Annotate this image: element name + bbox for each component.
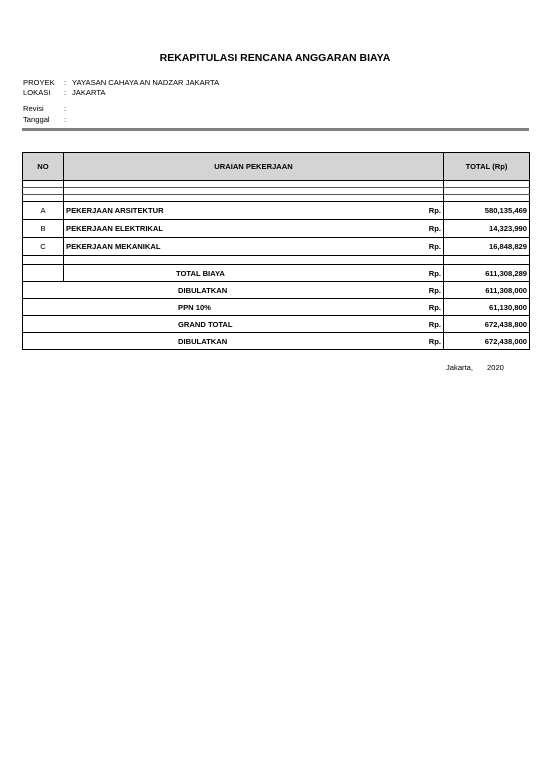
item-total: 580,135,469 <box>444 202 530 220</box>
header-uraian: URAIAN PEKERJAAN <box>64 153 444 181</box>
revisi-row <box>23 104 72 113</box>
item-no: C <box>23 238 64 256</box>
summary-rp: Rp. <box>404 316 444 333</box>
proyek-label: PROYEK <box>23 78 55 87</box>
proyek-value: YAYASAN CAHAYA AN NADZAR JAKARTA <box>72 78 220 87</box>
proyek-colon: : <box>64 78 67 87</box>
tanggal-label: Tanggal <box>23 115 50 124</box>
summary-label: TOTAL BIAYA <box>64 265 404 282</box>
summary-value: 611,308,289 <box>444 265 530 282</box>
lokasi-value: JAKARTA <box>72 88 106 97</box>
header-divider <box>22 128 529 131</box>
summary-value: 672,438,000 <box>444 333 530 350</box>
summary-rp: Rp. <box>404 265 444 282</box>
item-no: B <box>23 220 64 238</box>
spacer-row <box>23 195 530 202</box>
tanggal-row <box>23 115 72 124</box>
item-rp: Rp. <box>404 220 444 238</box>
summary-rp: Rp. <box>404 282 444 299</box>
proyek-row <box>23 78 219 87</box>
item-uraian: PEKERJAAN MEKANIKAL <box>64 238 404 256</box>
summary-row <box>23 282 530 299</box>
summary-value: 672,438,800 <box>444 316 530 333</box>
lokasi-label: LOKASI <box>23 88 51 97</box>
summary-label: PPN 10% <box>23 299 404 316</box>
table-row <box>23 202 530 220</box>
summary-row <box>23 316 530 333</box>
spacer-row <box>23 181 530 188</box>
signature-place: Jakarta, <box>446 363 474 372</box>
revisi-colon: : <box>64 104 67 113</box>
lokasi-colon: : <box>64 88 67 97</box>
item-uraian: PEKERJAAN ARSITEKTUR <box>64 202 404 220</box>
summary-label: GRAND TOTAL <box>23 316 404 333</box>
header-no: NO <box>23 153 64 181</box>
summary-row <box>23 299 530 316</box>
tanggal-colon: : <box>64 115 67 124</box>
signature-year: 2020 <box>487 363 504 372</box>
summary-label: DIBULATKAN <box>23 333 404 350</box>
item-uraian: PEKERJAAN ELEKTRIKAL <box>64 220 404 238</box>
summary-label: DIBULATKAN <box>23 282 404 299</box>
summary-value: 61,130,800 <box>444 299 530 316</box>
document-title: REKAPITULASI RENCANA ANGGARAN BIAYA <box>159 52 391 64</box>
summary-rp: Rp. <box>404 299 444 316</box>
recap-table <box>22 152 530 350</box>
spacer-row <box>23 188 530 195</box>
summary-row <box>23 333 530 350</box>
item-rp: Rp. <box>404 238 444 256</box>
lokasi-row <box>23 88 105 97</box>
summary-value: 611,308,000 <box>444 282 530 299</box>
item-rp: Rp. <box>404 202 444 220</box>
item-total: 16,848,829 <box>444 238 530 256</box>
revisi-label: Revisi <box>23 104 44 113</box>
table-row <box>23 238 530 256</box>
header-total: TOTAL (Rp) <box>444 153 530 181</box>
summary-rp: Rp. <box>404 333 444 350</box>
item-total: 14,323,990 <box>444 220 530 238</box>
summary-row <box>23 265 530 282</box>
spacer-row <box>23 256 530 265</box>
table-row <box>23 220 530 238</box>
table-header-row <box>23 153 530 181</box>
item-no: A <box>23 202 64 220</box>
